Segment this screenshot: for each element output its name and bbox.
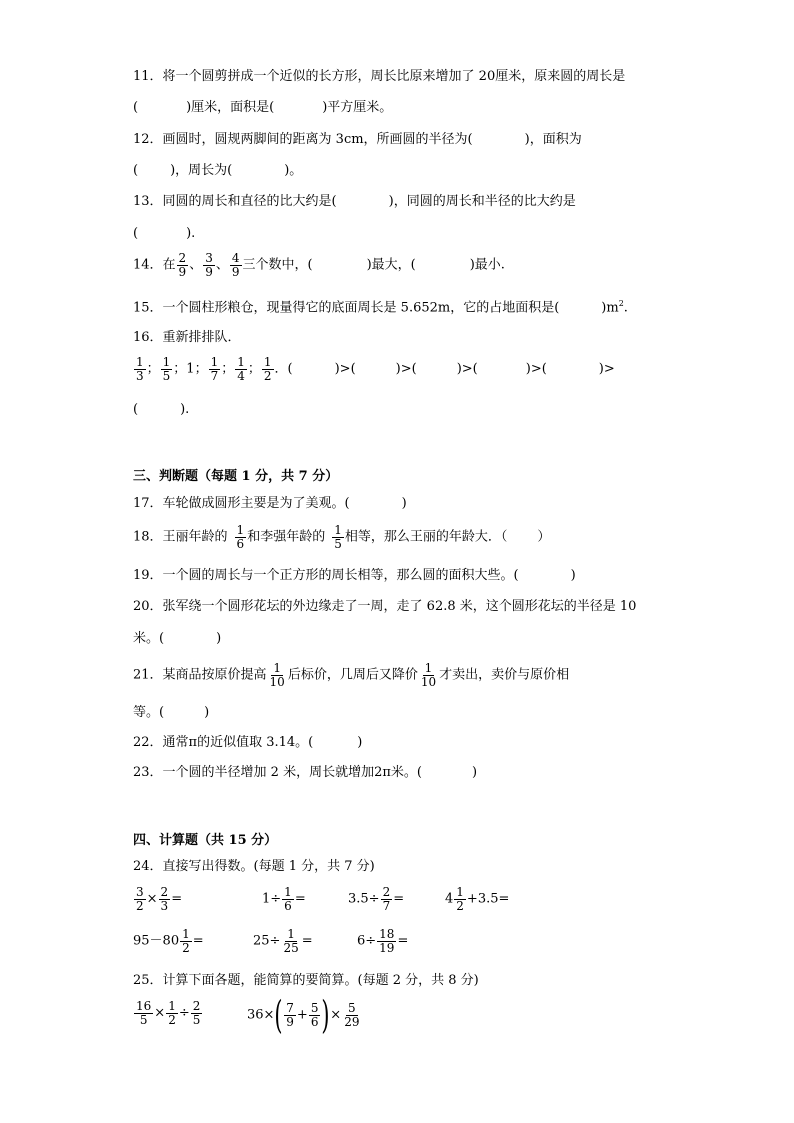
q16-blank-open: ．( (274, 361, 293, 377)
denominator: 10 (269, 674, 285, 689)
numerator: 1 (136, 355, 144, 369)
question-12-line1 (133, 133, 582, 146)
denominator: 5 (334, 536, 342, 551)
blank-open: ( (133, 100, 139, 115)
denominator: 6 (236, 536, 245, 551)
fraction (332, 524, 344, 550)
denominator: 4 (237, 368, 245, 383)
denominator: 7 (210, 368, 219, 383)
q25-text: 25．计算下面各题，能简算的要简算。(每题 2 分，共 8 分) (133, 973, 479, 988)
numerator: 2 (192, 999, 201, 1013)
denominator: 2 (136, 898, 144, 913)
numerator: 1 (236, 523, 245, 537)
denominator: 9 (178, 264, 187, 279)
fraction (230, 252, 242, 278)
q20-text: 20．张军绕一个圆形花坛的外边缘走了一周，走了 62.8 米，这个圆形花坛的半径是 10 (133, 599, 637, 614)
blank-open: ( (133, 226, 139, 241)
denominator: 2 (456, 898, 464, 913)
fraction (134, 356, 146, 382)
section-title: 四、计算题（共 15 分） (133, 833, 278, 848)
fraction (262, 356, 274, 382)
numerator: 1 (334, 523, 342, 537)
question-13-line1 (133, 195, 576, 208)
q13-text: 13．同圆的周长和直径的比大约是( (133, 194, 337, 209)
question-20-line1 (133, 600, 636, 613)
q17-text: 17．车轮做成圆形主要是为了美观。( (133, 496, 350, 511)
denominator: 5 (139, 1012, 148, 1027)
denominator: 9 (205, 264, 213, 279)
q25-expr-2: 36×( $\frac{7}{9}$ + $\frac{5}{6}$ )× $\frac{5}{29}$ (247, 993, 360, 1037)
numerator: 1 (210, 355, 219, 369)
q13-text2: )，同圆的周长和半径的比大约是 (388, 194, 576, 209)
numerator: 1 (162, 355, 171, 369)
numerator: 1 (456, 885, 464, 899)
section-3-heading (133, 470, 338, 483)
question-14: 14．在 $\frac{2}{9}$ 、 $\frac{3}{9}$ 、 $\frac{4}{9}$ 三个数中，( )最大，( )最小. (133, 251, 505, 279)
question-23: 23．一个圆的半径增加 2 米，周长就增加2π米。( ) (133, 765, 478, 780)
q14-text3: )最小. (469, 257, 505, 273)
denominator: 9 (231, 264, 240, 279)
q24-expr-2: 1÷ $\frac{1}{6}$ = (262, 885, 306, 913)
q24-expr-4: 4 $\frac{1}{2}$ +3.5= (445, 885, 510, 913)
question-15: 15．一个圆柱形粮仓，现量得它的底面周长是 5.652m，它的占地面积是( )$m^2$. (133, 299, 628, 316)
fraction (235, 356, 247, 382)
numerator: 1 (237, 355, 245, 369)
denominator: 5 (192, 1012, 201, 1027)
fraction (203, 252, 215, 278)
fraction (419, 662, 438, 688)
section-4-heading (133, 834, 277, 847)
denominator: 2 (168, 1012, 176, 1027)
question-11-line2 (133, 101, 392, 114)
q25-expr-1: $\frac{16}{5}$ × $\frac{1}{2}$ ÷ $\frac{2}{5}$ (136, 999, 201, 1027)
q24-expr-3: 3.5÷ $\frac{2}{7}$ = (348, 885, 405, 913)
right-paren: ) (321, 993, 330, 1037)
q24-expr-1: $\frac{3}{2}$ × $\frac{2}{3}$ = (136, 885, 183, 913)
q12-text3: )，周长为( (170, 163, 233, 178)
q15-text: 15．一个圆柱形粮仓，现量得它的底面周长是 5.652m，它的占地面积是( (133, 300, 560, 316)
blank-open: ( (133, 163, 139, 178)
q12-text: 12．画圆时，圆规两脚间的距离为 3cm，所画圆的半径为( (133, 132, 473, 147)
denominator: 2 (182, 940, 190, 955)
denominator: 2 (263, 368, 272, 383)
numerator: 1 (424, 661, 433, 675)
numerator: 1 (182, 927, 190, 941)
question-20-line2: 米。( ) (133, 631, 222, 646)
q24-expr-6: 25÷ $\frac{1}{25}$ = (253, 927, 313, 955)
denominator: 29 (344, 1014, 360, 1029)
q13-text3: ). (186, 226, 196, 241)
numerator: 5 (348, 1000, 356, 1015)
denominator: 9 (286, 1014, 294, 1029)
question-16-line3: ( ). (133, 402, 190, 417)
q22-text: 22．通常π的近似值取 3.14。( (133, 735, 314, 750)
question-12-line2 (133, 164, 302, 177)
q19-text: 19．一个圆的周长与一个正方形的周长相等，那么圆的面积大些。( (133, 568, 519, 583)
denominator: 3 (136, 368, 144, 383)
question-11-line1 (133, 70, 625, 83)
numerator: 2 (178, 251, 187, 265)
q23-text: 23．一个圆的半径增加 2 米，周长就增加2π米。( (133, 765, 422, 780)
denominator: 25 (283, 940, 299, 955)
q14-text: 三个数中，( (242, 257, 313, 273)
section-title: 三、判断题（每题 1 分，共 7 分） (133, 469, 339, 484)
q12-text2: )，面积为 (524, 132, 582, 147)
question-21-line2: 等。( ) (133, 705, 210, 720)
question-25-title (133, 974, 479, 987)
fraction (209, 356, 221, 382)
denominator: 6 (310, 1014, 319, 1029)
q24-expr-5: 95－80 $\frac{1}{2}$ = (133, 927, 204, 955)
numerator: 3 (136, 885, 144, 899)
q12-text4: )。 (284, 163, 303, 178)
denominator: 10 (420, 674, 437, 689)
q24-expr-7: 6÷ $\frac{18}{19}$ = (357, 927, 409, 955)
denominator: 5 (162, 368, 171, 383)
q18-text: 18．王丽年龄的 (133, 529, 228, 545)
numerator: 1 (168, 999, 176, 1013)
fraction (161, 356, 173, 382)
q14-prefix: 14．在 (133, 257, 176, 273)
q11-text2: )厘米，面积是( (186, 100, 275, 115)
numerator: 16 (136, 999, 152, 1013)
q24-text: 24．直接写出得数。(每题 1 分，共 7 分) (133, 859, 375, 874)
denominator: 6 (284, 898, 292, 913)
q21-text: 21．某商品按原价提高 (133, 667, 267, 683)
question-24-title (133, 860, 375, 873)
question-16-title (133, 331, 241, 344)
numerator: 4 (231, 251, 240, 265)
question-17: 17．车轮做成圆形主要是为了美观。( ) (133, 496, 407, 511)
numerator: 2 (160, 885, 169, 899)
denominator: 7 (382, 898, 391, 913)
q16-text: 16．重新排排队． (133, 330, 241, 345)
superscript: 2 (618, 299, 624, 308)
numerator: 1 (287, 927, 295, 941)
question-16-fractions: $\frac{1}{3}$ ； $\frac{1}{5}$ ；1； $\frac{1}{7}$ ； $\frac{1}{4}$ ； $\frac{1}{2}$ ．( )>( )>( )>( )>( )> (136, 355, 615, 383)
fraction (235, 524, 247, 550)
question-19: 19．一个圆的周长与一个正方形的周长相等，那么圆的面积大些。( ) (133, 568, 576, 583)
numerator: 1 (284, 885, 292, 899)
numerator: 1 (273, 661, 281, 675)
q15-unit: )m (601, 300, 619, 316)
numerator: 18 (379, 927, 395, 941)
numerator: 5 (310, 1000, 319, 1015)
fraction (268, 662, 287, 688)
question-18: 18．王丽年龄的 $\frac{1}{6}$ 和李强年龄的 $\frac{1}{5}$ 相等，那么王丽的年龄大．（ ） (133, 523, 551, 551)
numerator: 1 (263, 355, 272, 369)
q14-text2: )最大，( (366, 257, 416, 273)
question-13-line2 (133, 227, 195, 240)
left-paren: ( (274, 993, 283, 1037)
numerator: 2 (382, 885, 391, 899)
numerator: 7 (286, 1000, 294, 1015)
denominator: 3 (160, 898, 169, 913)
numerator: 3 (205, 251, 213, 265)
denominator: 19 (379, 940, 395, 955)
q11-text: 11．将一个圆剪拼成一个近似的长方形，周长比原来增加了 20厘米，原来圆的周长是 (133, 69, 626, 84)
fraction (177, 252, 189, 278)
question-21-line1: 21．某商品按原价提高 $\frac{1}{10}$ 后标价，几周后又降价 $\frac{1}{10}$ 才卖出，卖价与原价相 (133, 661, 570, 689)
question-22: 22．通常π的近似值取 3.14。( ) (133, 735, 363, 750)
q11-text3: )平方厘米。 (322, 100, 393, 115)
